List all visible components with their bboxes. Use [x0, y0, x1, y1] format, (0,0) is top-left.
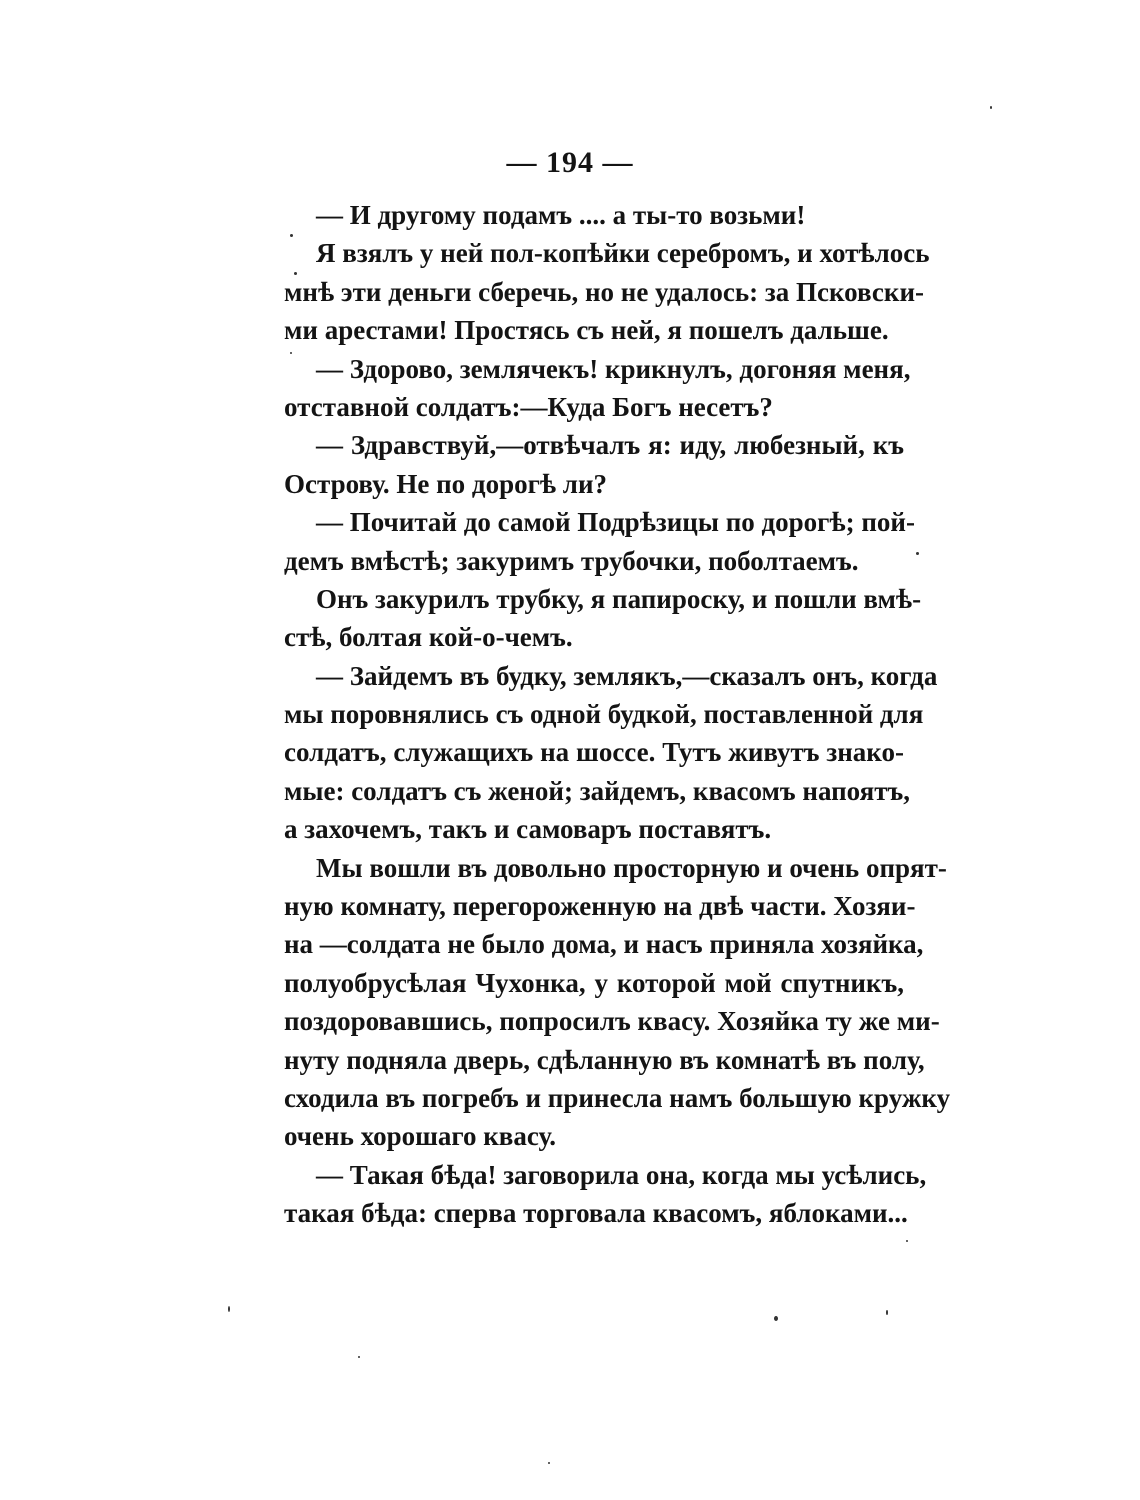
text-line: — И другому подамъ .... а ты-то возьми! [316, 200, 806, 230]
text-line: нуту подняла дверь, сдѣланную въ комнатѣ въ полу, [284, 1044, 925, 1075]
text-line: Онъ закурилъ трубку, я папироску, и пошли вмѣ- [316, 583, 922, 614]
text-line: Мы вошли въ довольно просторную и очень опрят- [316, 852, 947, 883]
text-line: — Почитай до самой Подрѣзицы по дорогѣ; пой- [316, 507, 915, 538]
page-number: — 194 — [506, 146, 634, 179]
text-line: ную комнату, перегороженную на двѣ части. Хозяи- [284, 891, 916, 922]
scan-speck [916, 552, 919, 555]
text-line: на —солдата не было дома, и насъ приняла хозяйка, [284, 929, 924, 960]
text-line: солдатъ, служащихъ на шоссе. Тутъ живутъ знако- [284, 737, 904, 768]
text-line: Я взялъ у ней пол-копѣйки серебромъ, и хотѣлось [316, 238, 930, 269]
scan-speck [358, 1356, 360, 1358]
text-line: — Зайдемъ въ будку, землякъ,—сказалъ онъ, когда [316, 660, 938, 691]
text-line: демъ вмѣстѣ; закуримъ трубочки, поболтаемъ. [284, 545, 859, 576]
scan-speck [906, 1240, 908, 1242]
scan-speck [290, 352, 292, 354]
body-text [284, 196, 951, 1233]
text-line: а захочемъ, такъ и самоваръ поставятъ. [284, 814, 772, 845]
scan-speck [886, 1310, 888, 1315]
text-line: очень хорошаго квасу. [284, 1121, 557, 1152]
text-line: мы поровнялись съ одной будкой, поставленной для [284, 699, 924, 730]
text-line: мые: солдатъ съ женой; зайдемъ, квасомъ напоятъ, [284, 775, 910, 806]
text-line: мнѣ эти деньги сберечь, но не удалось: за Псковски- [284, 276, 925, 307]
scan-speck [294, 272, 297, 275]
text-line: стѣ, болтая кой-о-чемъ. [284, 622, 573, 653]
scan-speck [548, 1462, 550, 1464]
scan-speck [774, 1316, 778, 1321]
text-line: такая бѣда: сперва торговала квасомъ, яблоками... [284, 1198, 908, 1229]
text-line: полуобрусѣлая Чухонка, у которой мой спутникъ, [284, 967, 904, 998]
scan-speck [990, 106, 992, 109]
text-line: ми арестами! Простясь съ ней, я пошелъ дальше. [284, 315, 889, 346]
text-line: — Такая бѣда! заговорила она, когда мы усѣлись, [316, 1159, 927, 1190]
text-line: сходила въ погребъ и принесла намъ большую кружку [284, 1082, 951, 1113]
text-line: отставной солдатъ:—Куда Богъ несетъ? [284, 391, 773, 422]
text-line: — Здорово, землячекъ! крикнулъ, догоняя меня, [316, 353, 911, 384]
text-line: — Здравствуй,—отвѣчалъ я: иду, любезный, къ [316, 430, 904, 461]
text-line: Острову. Не по дорогѣ ли? [284, 468, 608, 499]
text-line: поздоровавшись, попросилъ квасу. Хозяйка ту же ми- [284, 1006, 940, 1037]
scan-speck [228, 1306, 230, 1312]
scan-speck [290, 234, 293, 237]
